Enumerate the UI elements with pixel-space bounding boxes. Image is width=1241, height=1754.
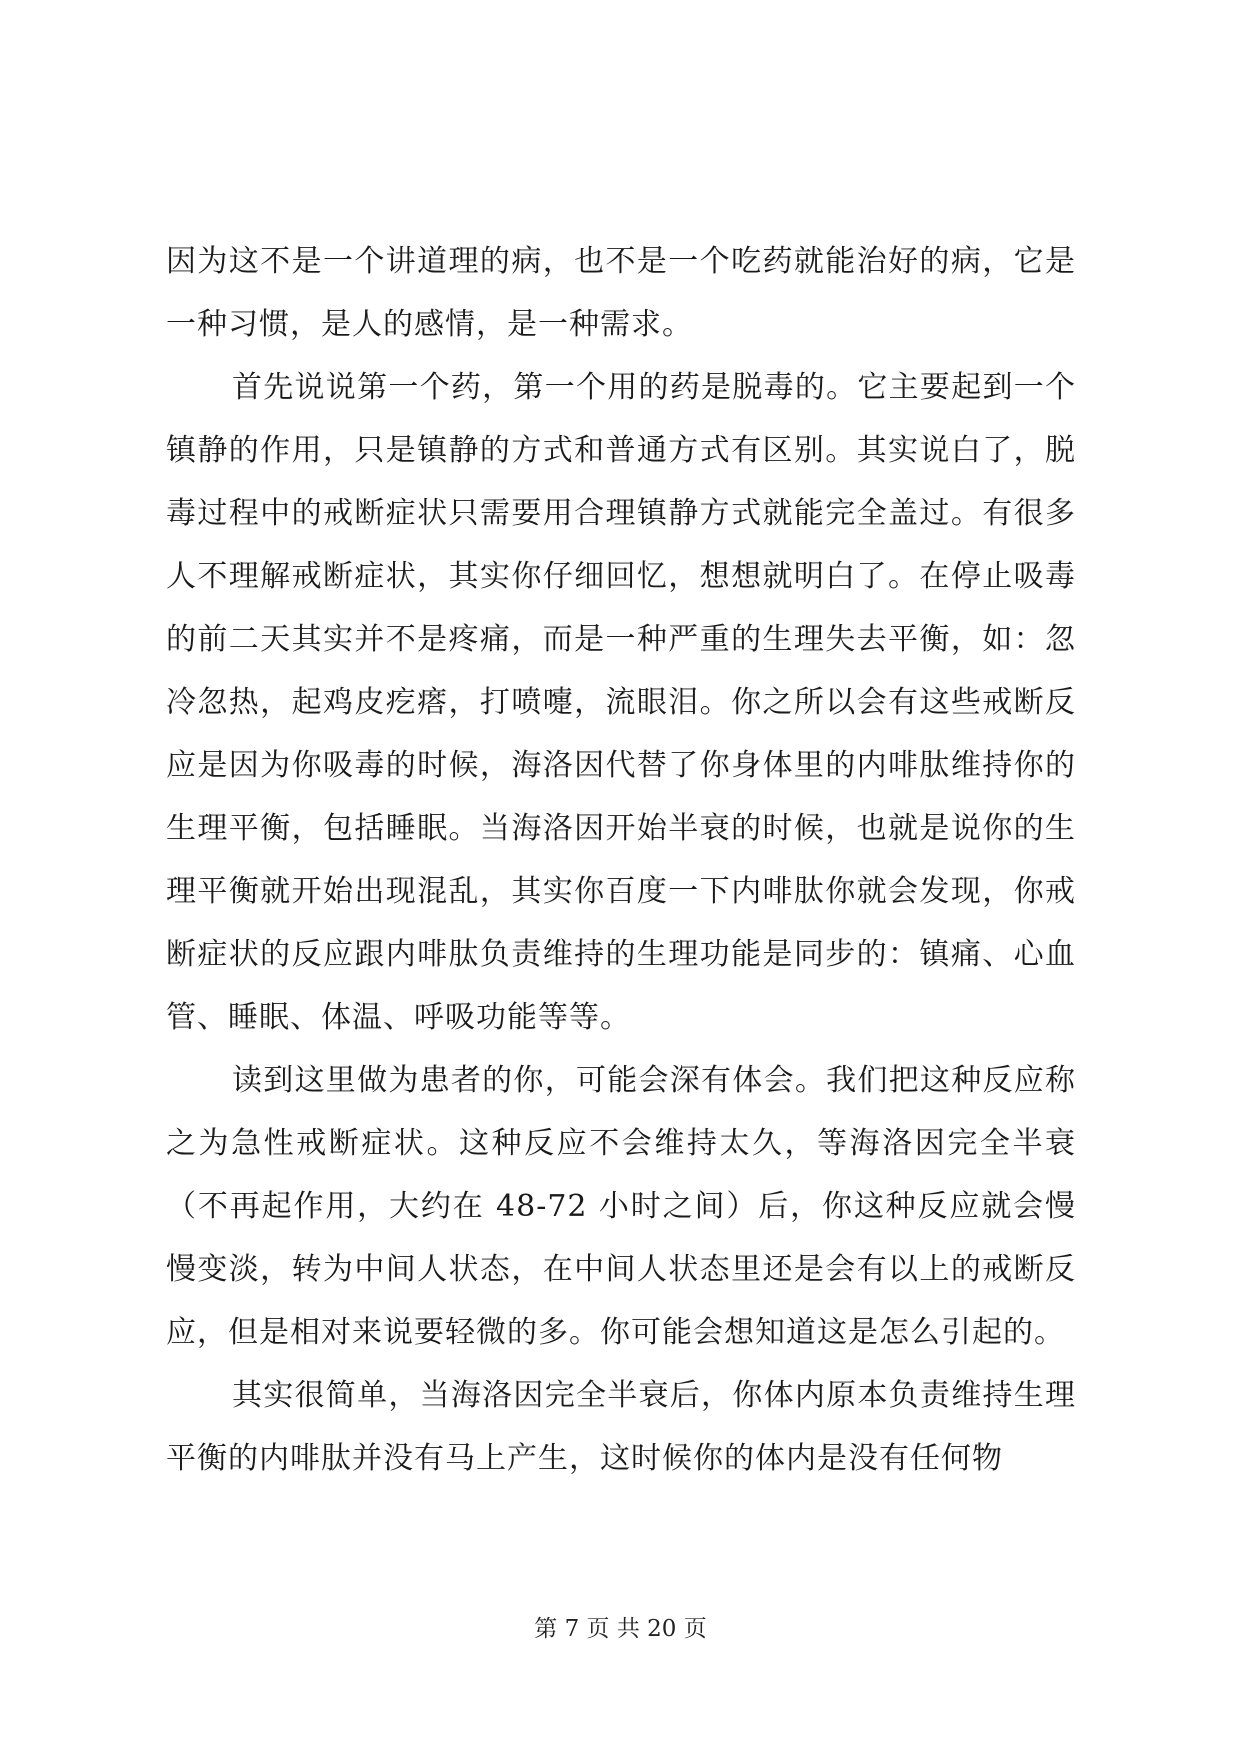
paragraph-continuation: 因为这不是一个讲道理的病，也不是一个吃药就能治好的病，它是一种习惯，是人的感情，是一种需求。 [166,244,1076,342]
paragraph-acute-withdrawal: 读到这里做为患者的你，可能会深有体会。我们把这种反应称之为急性戒断症状。这种反应不会维持太久，等海洛因完全半衰（不再起作用，大约在 48-72 小时之间）后，你这种反应就会慢慢变淡，转为中间人状态，在中间人状态里还是会有以上的戒断反应，但是相对来说要轻微的多。你可能会想知道这是怎么引起的。 [166,1063,1076,1350]
paragraph-half-life-explanation: 其实很简单，当海洛因完全半衰后，你体内原本负责维持生理平衡的内啡肽并没有马上产生，这时候你的体内是没有任何物 [166,1378,1076,1476]
paragraph-detox-medicine: 首先说说第一个药，第一个用的药是脱毒的。它主要起到一个镇静的作用，只是镇静的方式和普通方式有区别。其实说白了，脱毒过程中的戒断症状只需要用合理镇静方式就能完全盖过。有很多人不理解戒断症状，其实你仔细回忆，想想就明白了。在停止吸毒的前二天其实并不是疼痛，而是一种严重的生理失去平衡，如：忽冷忽热，起鸡皮疙瘩，打喷嚏，流眼泪。你之所以会有这些戒断反应是因为你吸毒的时候，海洛因代替了你身体里的内啡肽维持你的生理平衡，包括睡眠。当海洛因开始半衰的时候，也就是说你的生理平衡就开始出现混乱，其实你百度一下内啡肽你就会发现，你戒断症状的反应跟内啡肽负责维持的生理功能是同步的：镇痛、心血管、睡眠、体温、呼吸功能等等。 [166,370,1076,1035]
page-number-footer: 第 7 页 共 20 页 [534,1616,707,1642]
document-body [166,230,1076,1490]
